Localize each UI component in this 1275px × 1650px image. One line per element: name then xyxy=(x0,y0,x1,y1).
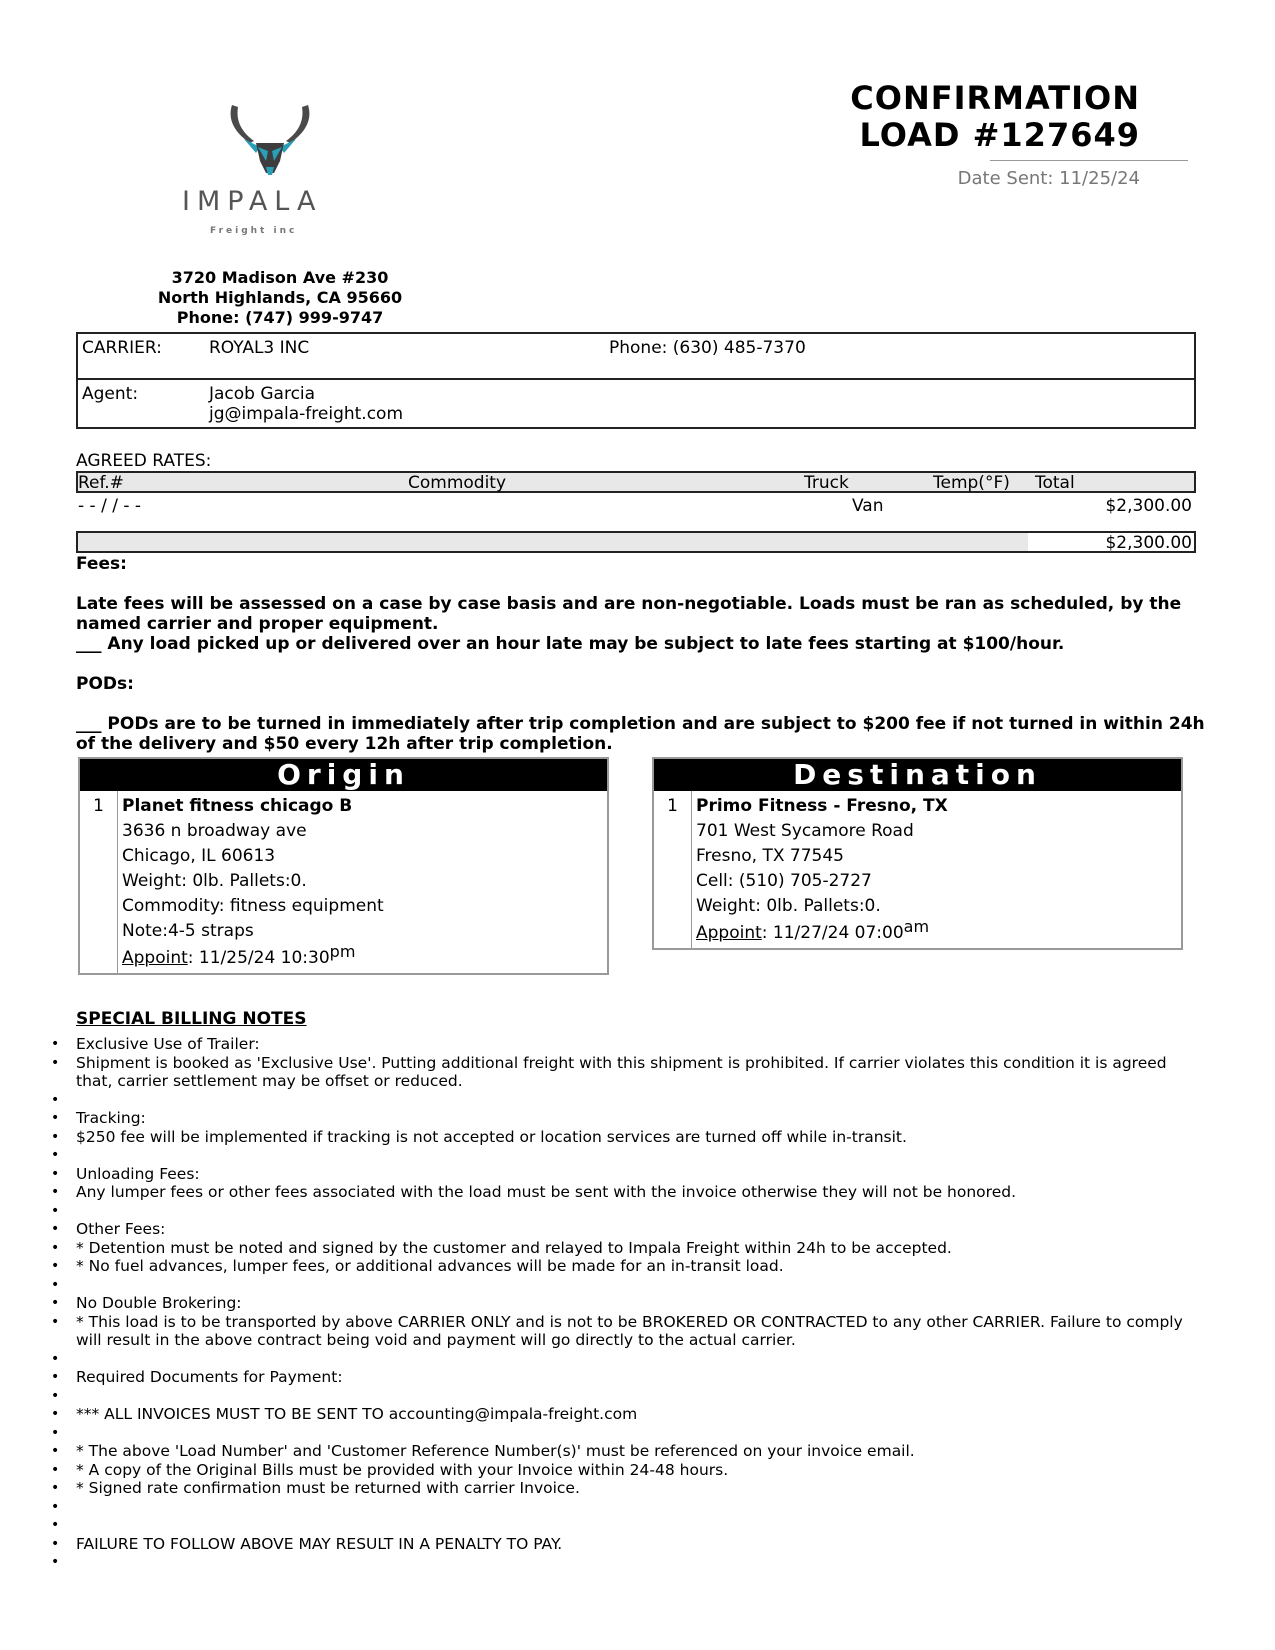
pods-heading: PODs: xyxy=(76,674,134,694)
list-item: • * No fuel advances, lumper fees, or additional advances will be made for an in-transit load. xyxy=(76,1257,1196,1276)
address-line: North Highlands, CA 95660 xyxy=(157,288,403,307)
list-item: • Shipment is booked as 'Exclusive Use'. Putting additional freight with this shipment is prohibited. If carrier violates this condition it is agreed that, carrier settlement may be offset or reduced. xyxy=(76,1054,1196,1091)
col-commodity: Commodity xyxy=(408,473,507,493)
date-sent: Date Sent: 11/25/24 xyxy=(957,168,1140,189)
list-item: • Required Documents for Payment: xyxy=(76,1368,1196,1387)
list-item xyxy=(76,1387,1196,1406)
company-address xyxy=(100,268,460,328)
destination-cell: Cell: (510) 705-2727 xyxy=(696,871,872,891)
document-title xyxy=(850,80,1140,154)
col-truck: Truck xyxy=(804,473,849,493)
origin-box xyxy=(78,757,609,975)
agent-box xyxy=(76,380,1196,429)
destination-street: 701 West Sycamore Road xyxy=(696,821,914,841)
fees-late-line: ___ Any load picked up or delivered over an hour late may be subject to late fees starting at $100/hour. xyxy=(76,634,1065,654)
carrier-name: ROYAL3 INC xyxy=(209,338,310,358)
logo-wordmark: IMPALA xyxy=(182,186,323,217)
company-phone: Phone: (747) 999-9747 xyxy=(176,308,384,327)
row-total: $2,300.00 xyxy=(1105,496,1192,516)
agent-name: Jacob Garcia xyxy=(209,384,316,404)
origin-stop-number: 1 xyxy=(80,791,118,973)
list-item: • Any lumper fees or other fees associated with the load must be sent with the invoice otherwise they will not be honored. xyxy=(76,1183,1196,1202)
list-item xyxy=(76,1350,1196,1369)
company-logo xyxy=(170,95,370,245)
list-item: • Other Fees: xyxy=(76,1220,1196,1239)
list-item: • *** ALL INVOICES MUST TO BE SENT TO accounting@impala-freight.com xyxy=(76,1405,1196,1424)
list-item: • * Detention must be noted and signed by the customer and relayed to Impala Freight within 24h to be accepted. xyxy=(76,1239,1196,1258)
appoint-ampm: pm xyxy=(329,942,356,961)
special-billing-notes-title: SPECIAL BILLING NOTES xyxy=(76,1009,307,1029)
destination-city: Fresno, TX 77545 xyxy=(696,846,844,866)
origin-note: Note:4-5 straps xyxy=(122,921,254,941)
row-truck: Van xyxy=(852,496,884,516)
list-item: • No Double Brokering: xyxy=(76,1294,1196,1313)
fees-heading: Fees: xyxy=(76,554,127,574)
billing-notes-list xyxy=(76,1035,1196,1572)
agreed-rates-label: AGREED RATES: xyxy=(76,451,212,471)
date-divider xyxy=(990,160,1188,161)
origin-weight: Weight: 0lb. Pallets:0. xyxy=(122,871,307,891)
list-item xyxy=(76,1146,1196,1165)
pods-text: ___ PODs are to be turned in immediately after trip completion and are subject to $200 fee if not turned in within 24h of the delivery and $50 every 12h after trip completion. xyxy=(76,714,1205,754)
destination-weight: Weight: 0lb. Pallets:0. xyxy=(696,896,881,916)
carrier-phone: Phone: (630) 485-7370 xyxy=(609,338,806,358)
origin-appointment xyxy=(122,942,607,971)
rates-table-header xyxy=(76,471,1196,493)
impala-head-icon xyxy=(170,95,370,185)
agent-email[interactable]: jg@impala-freight.com xyxy=(209,404,404,424)
logo-tagline: Freight inc xyxy=(210,226,298,236)
list-item: • * This load is to be transported by above CARRIER ONLY and is not to be BROKERED OR CONTRACTED to any other CARRIER. Failure to comply will result in the above contract being void and payment will go directly to the actual carrier. xyxy=(76,1313,1196,1350)
col-ref: Ref.# xyxy=(78,473,124,493)
list-item xyxy=(76,1424,1196,1443)
carrier-box xyxy=(76,332,1196,380)
list-item xyxy=(76,1553,1196,1572)
list-item: • * The above 'Load Number' and 'Customer Reference Number(s)' must be referenced on your invoice email. xyxy=(76,1442,1196,1461)
list-item xyxy=(76,1091,1196,1110)
origin-commodity: Commodity: fitness equipment xyxy=(122,896,384,916)
destination-name: Primo Fitness - Fresno, TX xyxy=(696,796,948,816)
carrier-label: CARRIER: xyxy=(82,338,162,358)
row-ref: - - / / - - xyxy=(78,496,142,516)
title-line-load-number: LOAD #127649 xyxy=(859,116,1140,154)
list-item: • Exclusive Use of Trailer: xyxy=(76,1035,1196,1054)
title-line-confirmation: CONFIRMATION xyxy=(850,79,1140,117)
col-temp: Temp(°F) xyxy=(933,473,1010,493)
address-line: 3720 Madison Ave #230 xyxy=(171,268,389,287)
list-item xyxy=(76,1276,1196,1295)
destination-heading: Destination xyxy=(654,759,1181,791)
col-total: Total xyxy=(1035,473,1075,493)
appoint-ampm: am xyxy=(903,917,930,936)
table-row xyxy=(76,495,1196,521)
list-item: • Tracking: xyxy=(76,1109,1196,1128)
list-item: • FAILURE TO FOLLOW ABOVE MAY RESULT IN A PENALTY TO PAY. xyxy=(76,1535,1196,1554)
list-item xyxy=(76,1516,1196,1535)
agent-label: Agent: xyxy=(82,384,139,404)
appoint-value: : 11/25/24 10:30 xyxy=(187,948,330,968)
list-item: • Unloading Fees: xyxy=(76,1165,1196,1184)
list-item xyxy=(76,1202,1196,1221)
rates-grand-total-row xyxy=(76,531,1196,553)
list-item: • * Signed rate confirmation must be returned with carrier Invoice. xyxy=(76,1479,1196,1498)
appoint-value: : 11/27/24 07:00 xyxy=(761,923,904,943)
appoint-label: Appoint xyxy=(696,923,762,943)
origin-city: Chicago, IL 60613 xyxy=(122,846,276,866)
destination-stop-number: 1 xyxy=(654,791,692,948)
list-item: • * A copy of the Original Bills must be provided with your Invoice within 24-48 hours. xyxy=(76,1461,1196,1480)
destination-box xyxy=(652,757,1183,950)
appoint-label: Appoint xyxy=(122,948,188,968)
fees-text: Late fees will be assessed on a case by case basis and are non-negotiable. Loads must be ran as scheduled, by the named carrier and proper equipment. xyxy=(76,594,1182,634)
destination-appointment xyxy=(696,917,1181,946)
destination-body xyxy=(654,791,1181,948)
list-item xyxy=(76,1498,1196,1517)
origin-body xyxy=(80,791,607,973)
origin-street: 3636 n broadway ave xyxy=(122,821,307,841)
origin-name: Planet fitness chicago B xyxy=(122,796,353,816)
grand-total: $2,300.00 xyxy=(1105,533,1192,553)
list-item: • $250 fee will be implemented if tracking is not accepted or location services are turned off while in-transit. xyxy=(76,1128,1196,1147)
origin-heading: Origin xyxy=(80,759,607,791)
